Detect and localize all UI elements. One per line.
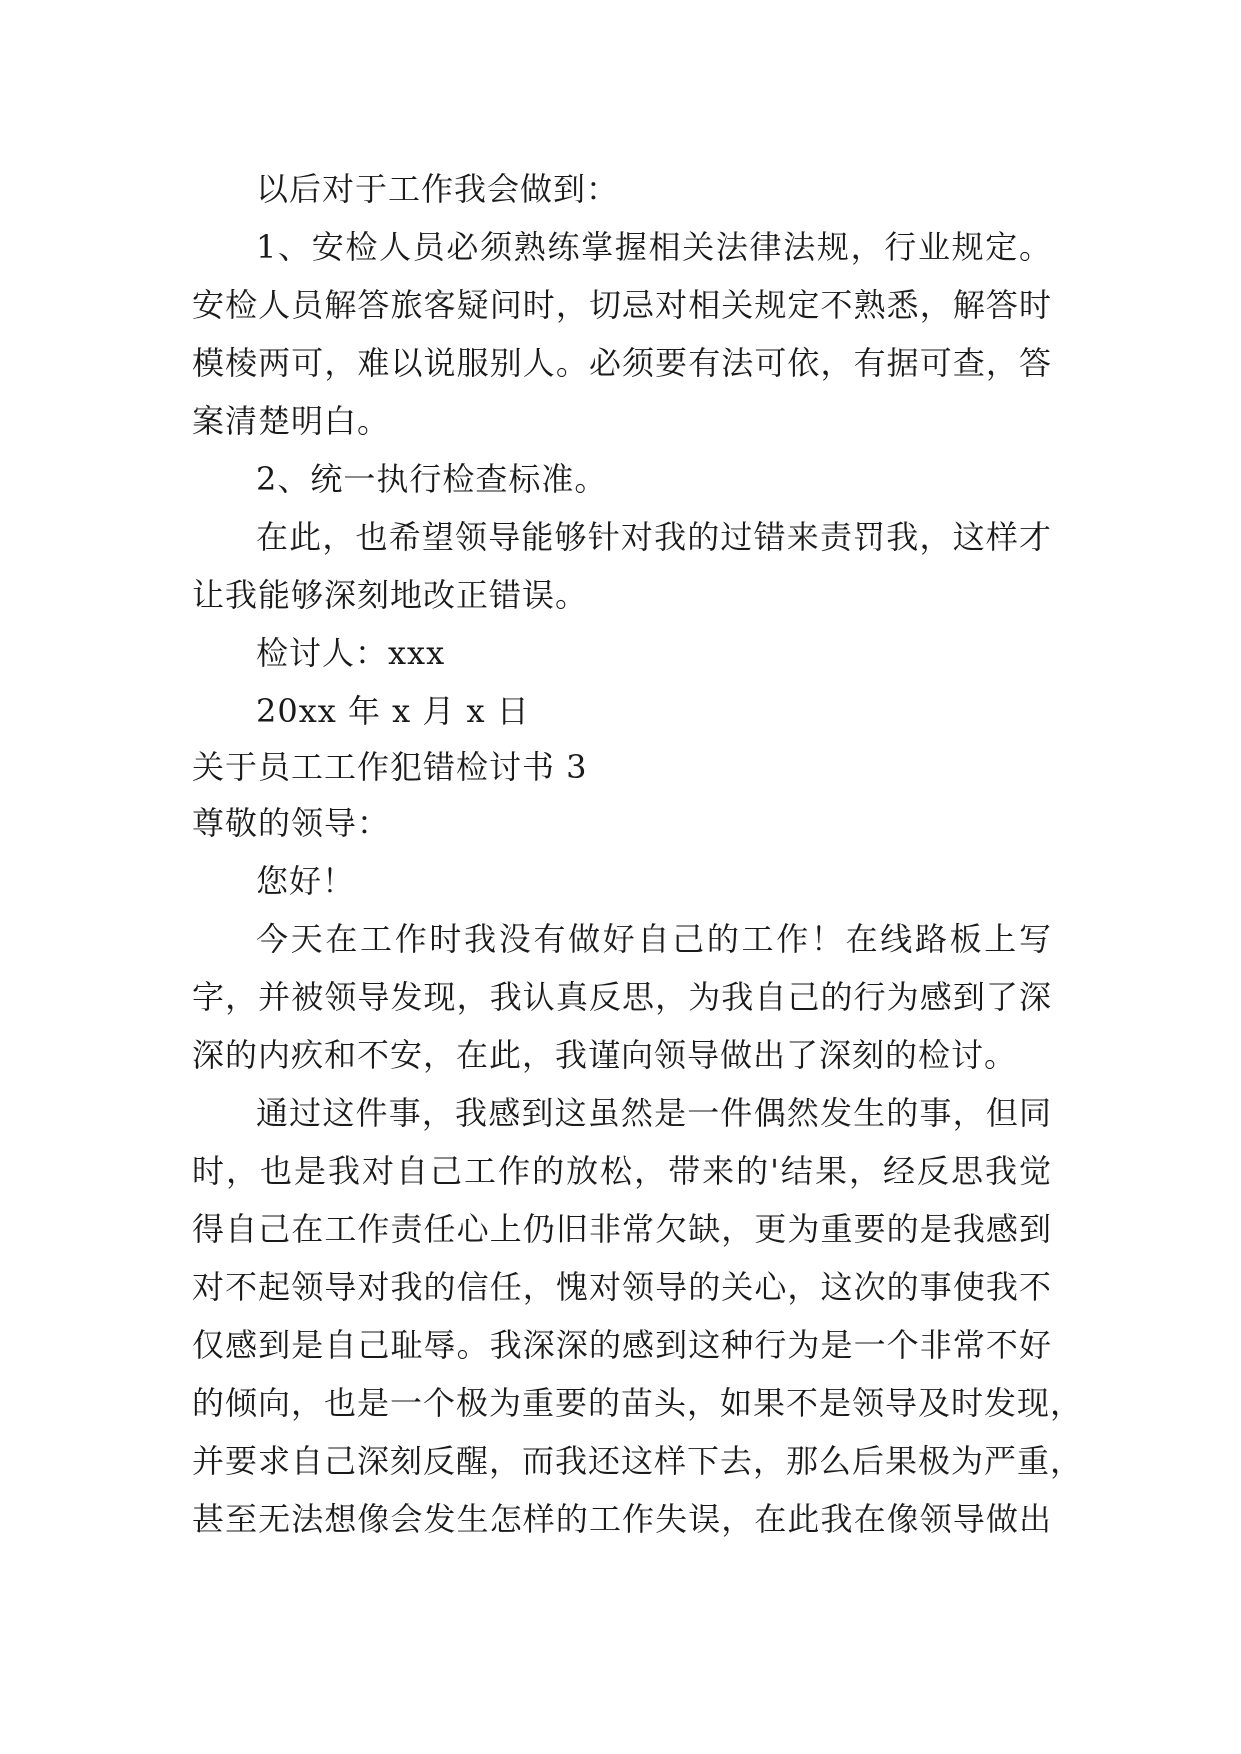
salutation: 尊敬的领导： [192,804,391,842]
document-page [192,160,1084,1548]
text-line: 案清楚明白。 [192,402,391,440]
text-line: 以后对于工作我会做到： [256,170,620,208]
text-line: 的倾向，也是一个极为重要的苗头，如果不是领导及时发现， [192,1384,1084,1422]
text-line: 得自己在工作责任心上仍旧非常欠缺，更为重要的是我感到 [192,1210,1052,1248]
text-line: 安检人员解答旅客疑问时，切忌对相关规定不熟悉，解答时 [192,286,1052,324]
text-line: 字，并被领导发现，我认真反思，为我自己的行为感到了深 [192,978,1052,1016]
text-line: 甚至无法想像会发生怎样的工作失误，在此我在像领导做出 [192,1500,1052,1538]
text-line: 模棱两可，难以说服别人。必须要有法可依，有据可查，答 [192,344,1052,382]
greeting: 您好！ [256,862,356,900]
text-line: 深的内疚和不安，在此，我谨向领导做出了深刻的检讨。 [192,1036,1018,1074]
text-line: 对不起领导对我的信任，愧对领导的关心，这次的事使我不 [192,1268,1052,1306]
section-title: 关于员工工作犯错检讨书 3 [192,748,588,786]
text-line: 时，也是我对自己工作的放松，带来的'结果，经反思我觉 [192,1152,1052,1190]
text-line: 2、统一执行检查标准。 [256,460,608,498]
signature-line: 检讨人：xxx [256,634,446,672]
text-line: 1、安检人员必须熟练掌握相关法律法规，行业规定。 [256,228,1052,266]
text-line: 并要求自己深刻反醒，而我还这样下去，那么后果极为严重， [192,1442,1084,1480]
text-line: 今天在工作时我没有做好自己的工作！在线路板上写 [256,920,1052,958]
text-line: 让我能够深刻地改正错误。 [192,576,589,614]
text-line: 通过这件事，我感到这虽然是一件偶然发生的事，但同 [256,1094,1052,1132]
text-line: 在此，也希望领导能够针对我的过错来责罚我，这样才 [256,518,1052,556]
date-line: 20xx 年 x 月 x 日 [256,692,530,730]
text-line: 仅感到是自己耻辱。我深深的感到这种行为是一个非常不好 [192,1326,1052,1364]
